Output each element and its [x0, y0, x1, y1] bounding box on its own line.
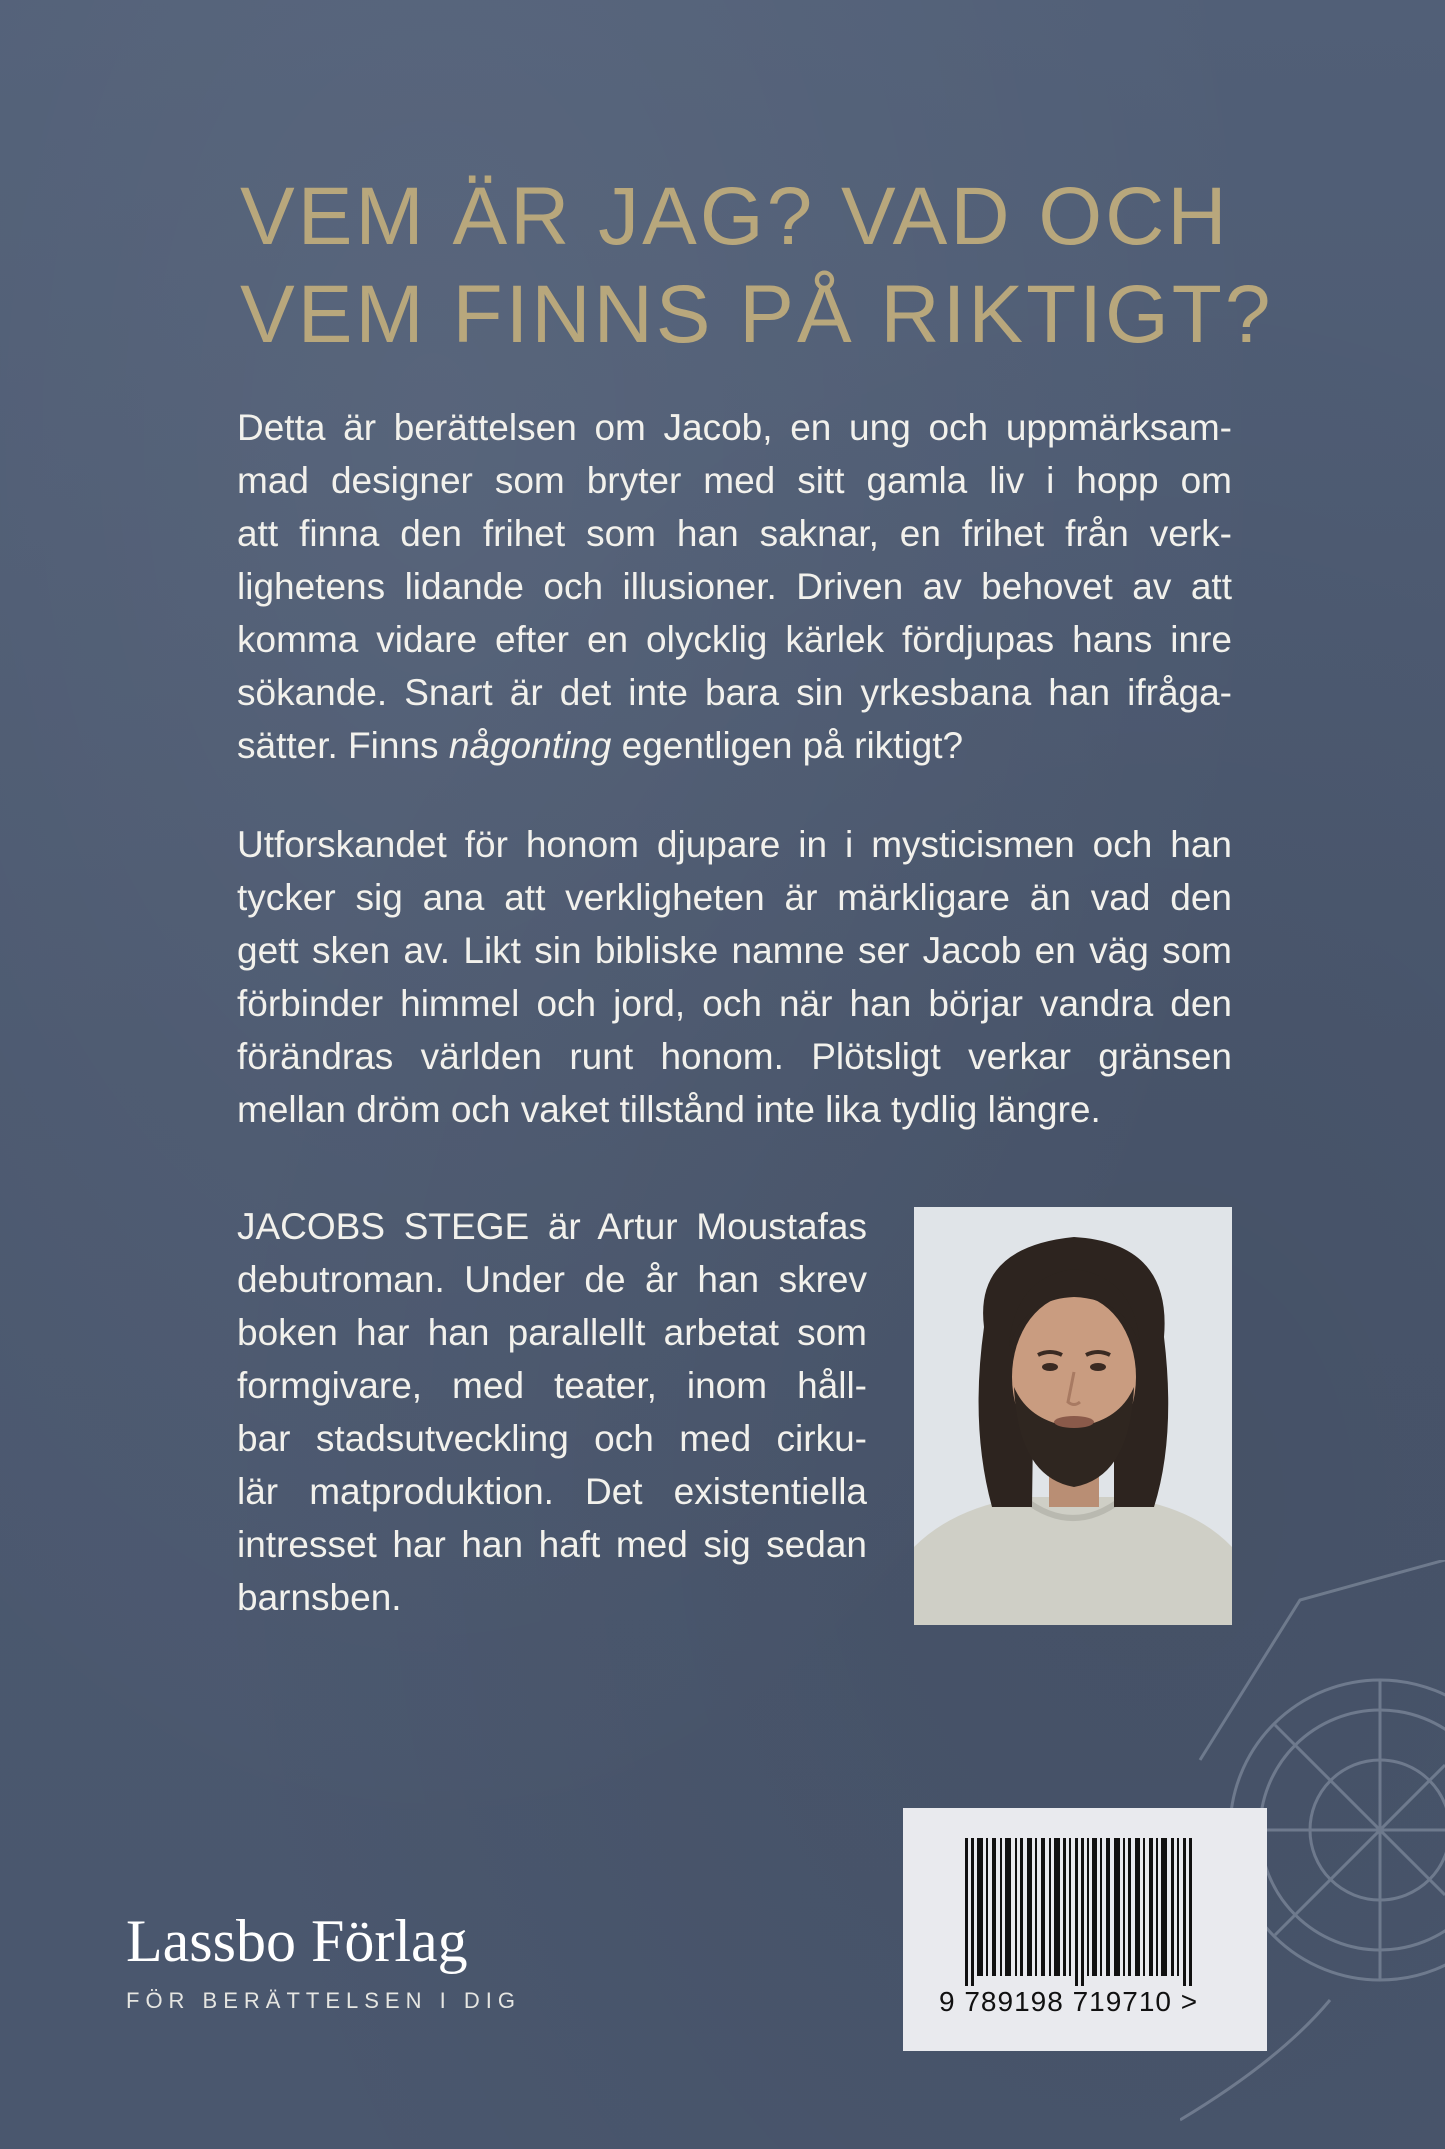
text-line: Detta är berättelsen om Jacob, en ung och uppmärksam-	[237, 407, 1232, 448]
text-line: mellan dröm och vaket tillstånd inte lika tydlig längre.	[237, 1089, 1101, 1130]
headline	[240, 168, 1274, 364]
text-fragment: sätter. Finns	[237, 725, 449, 766]
headline-line-2: VEM FINNS PÅ RIKTIGT?	[240, 269, 1274, 360]
headline-line-1: VEM ÄR JAG? VAD OCH	[240, 171, 1230, 262]
text-line: bar stadsutveckling och med cirku-	[237, 1418, 867, 1459]
text-line: boken har han parallellt arbetat som	[237, 1312, 867, 1353]
author-bio	[237, 1200, 877, 1624]
text-line: mad designer som bryter med sitt gamla liv i hopp om	[237, 460, 1232, 501]
synopsis-paragraph-2	[237, 818, 1237, 1136]
text-line: intresset har han haft med sig sedan	[237, 1524, 867, 1565]
text-line: sökande. Snart är det inte bara sin yrkesbana han ifråga-	[237, 672, 1232, 713]
text-line: barnsben.	[237, 1577, 402, 1618]
text-line: gett sken av. Likt sin bibliske namne ser Jacob en väg som	[237, 930, 1232, 971]
text-line	[237, 719, 1237, 772]
text-line: förbinder himmel och jord, och när han börjar vandra den	[237, 983, 1232, 1024]
text-line: lär matproduktion. Det existentiella	[237, 1471, 867, 1512]
synopsis-paragraph-1	[237, 401, 1237, 772]
text-line: debutroman. Under de år han skrev	[237, 1259, 867, 1300]
isbn-number: 9 789198 719710 >	[939, 1986, 1199, 2017]
barcode-bars	[965, 1838, 1205, 1986]
text-fragment: egentligen på riktigt?	[611, 725, 964, 766]
text-line: formgivare, med teater, inom håll-	[237, 1365, 867, 1406]
text-line: att finna den frihet som han saknar, en frihet från verk-	[237, 513, 1232, 554]
text-line: förändras världen runt honom. Plötsligt verkar gränsen	[237, 1036, 1232, 1077]
publisher-tagline: FÖR BERÄTTELSEN I DIG	[126, 1988, 521, 2013]
text-line: Utforskandet för honom djupare in i mysticismen och han	[237, 824, 1232, 865]
isbn-barcode	[903, 1808, 1267, 2051]
text-line: lighetens lidande och illusioner. Driven av behovet av att	[237, 566, 1232, 607]
text-line: JACOBS STEGE är Artur Moustafas	[237, 1206, 867, 1247]
emphasized-word: någonting	[448, 725, 612, 766]
text-line: tycker sig ana att verkligheten är märkligare än vad den	[237, 877, 1232, 918]
text-line: komma vidare efter en olycklig kärlek fördjupas hans inre	[237, 619, 1232, 660]
publisher-logo: Lassbo Förlag	[126, 1908, 468, 1974]
